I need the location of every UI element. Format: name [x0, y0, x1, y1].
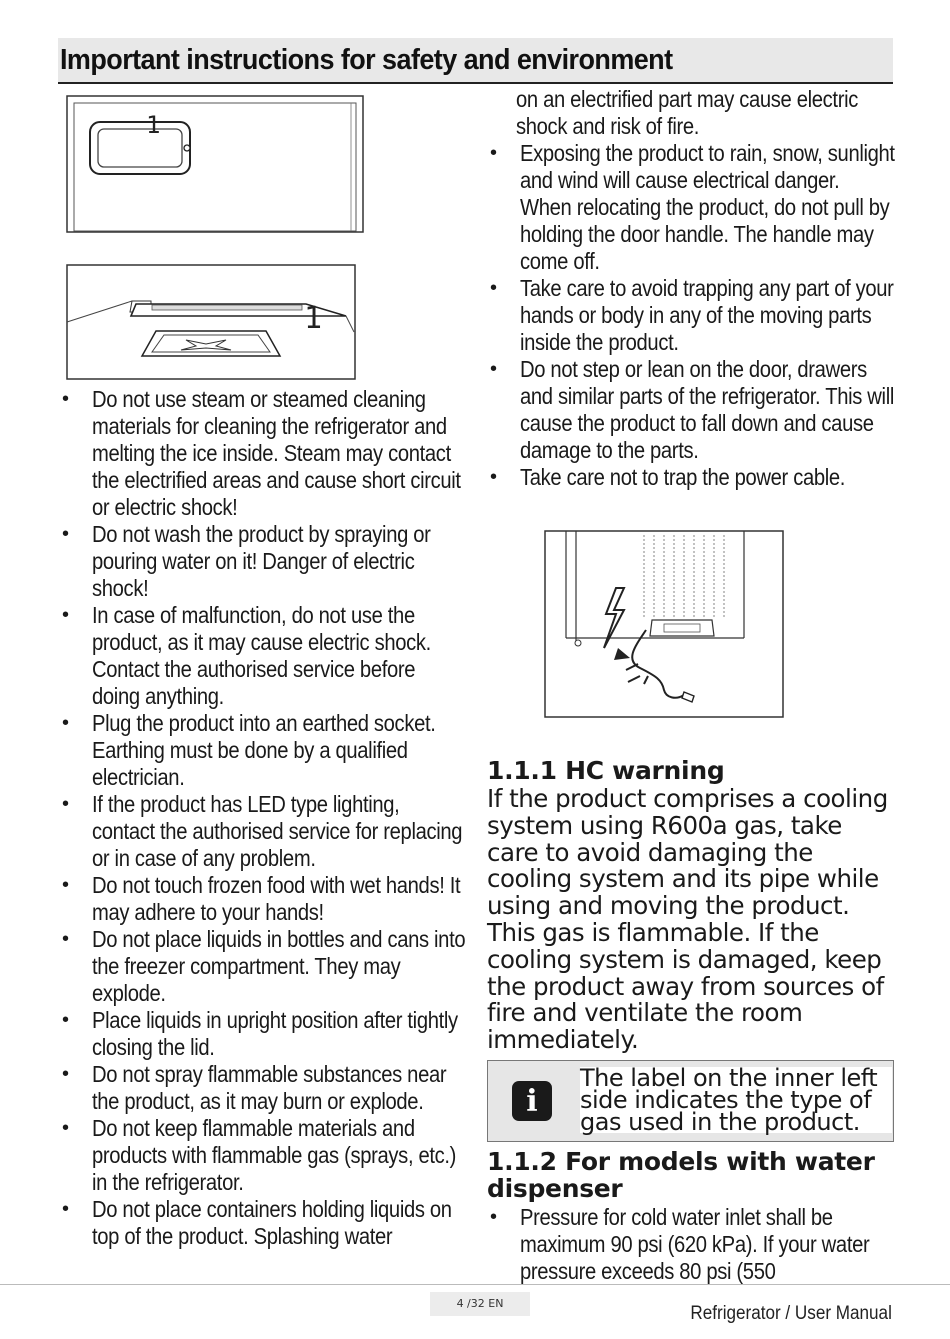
list-item: • Do not place liquids in bottles and cans into the freezer compartment. They may explode. — [62, 926, 466, 1006]
continued-text: on an electrified part may cause electric shock and risk of fire. — [516, 86, 858, 139]
right-safety-list — [486, 86, 896, 491]
hc-warning-body: If the product comprises a cooling system using R600a gas, take care to avoid damaging the cooling system and its pipe while using and moving the product. This gas is flammable. If the cooling system is damaged, keep the product away from sources of fire and ventilate the room immediately. — [487, 784, 888, 1055]
info-icon: i — [512, 1081, 552, 1121]
list-item: • Do not keep flammable materials and products with flammable gas (sprays, etc.) in the refrigerator. — [62, 1115, 457, 1195]
list-item: • If the product has LED type lighting, contact the authorised service for replacing or in case of any problem. — [62, 791, 463, 871]
list-item: • Place liquids in upright position after tightly closing the lid. — [62, 1007, 458, 1060]
note-text: The label on the inner left side indicates the type of gas used in the product. — [580, 1067, 892, 1133]
page-number: 4 /32 EN — [430, 1292, 530, 1316]
figure-power-cable — [544, 530, 784, 718]
water-dispenser-list — [486, 1204, 896, 1285]
list-item: • Take care not to trap the power cable. — [490, 464, 846, 490]
list-item: • Do not use steam or steamed cleaning materials for cleaning the refrigerator and melting the ice inside. Steam may contact the electrified areas and cause short circuit or electric shock! — [62, 386, 461, 520]
figure-shelf-tray — [66, 264, 356, 380]
list-item: • Do not spray flammable substances near the product, as it may burn or explode. — [62, 1061, 447, 1114]
footer-title: Refrigerator / User Manual — [690, 1303, 892, 1324]
hc-warning-title: 1.1.1 HC warning — [487, 756, 725, 785]
list-item: • Do not step or lean on the door, drawers and similar parts of the refrigerator. This will cause the product to fall down and cause damage to the parts. — [490, 356, 894, 463]
water-dispenser-title: 1.1.2 For models with water dispenser — [487, 1147, 875, 1203]
list-item: • Exposing the product to rain, snow, sunlight and wind will cause electrical danger. When relocating the product, do not pull by holding the door handle. The handle may come off. — [490, 140, 895, 274]
list-item: • Do not place containers holding liquids on top of the product. Splashing water — [62, 1196, 452, 1249]
list-item: • Do not touch frozen food with wet hands! It may adhere to your hands! — [62, 872, 461, 925]
list-item: • Take care to avoid trapping any part of your hands or body in any of the moving parts inside the product. — [490, 275, 894, 355]
list-item: • Pressure for cold water inlet shall be maximum 90 psi (620 kPa). If your water pressure exceeds 80 psi (550 — [490, 1204, 870, 1284]
footer-divider — [0, 1284, 950, 1285]
page-header — [58, 38, 893, 84]
list-item: • Plug the product into an earthed socket. Earthing must be done by a qualified electrician. — [62, 710, 436, 790]
info-note — [487, 1060, 894, 1142]
list-item: • In case of malfunction, do not use the product, as it may cause electric shock. Contact the authorised service before doing anything. — [62, 602, 431, 709]
page-title: Important instructions for safety and environment — [60, 44, 673, 76]
figure-lamp-cover — [66, 95, 364, 233]
left-safety-list — [58, 386, 468, 1250]
list-item: • Do not wash the product by spraying or pouring water on it! Danger of electric shock! — [62, 521, 431, 601]
figure-1-label: 1 — [146, 111, 161, 139]
figure-2-label: 1 — [304, 301, 323, 336]
